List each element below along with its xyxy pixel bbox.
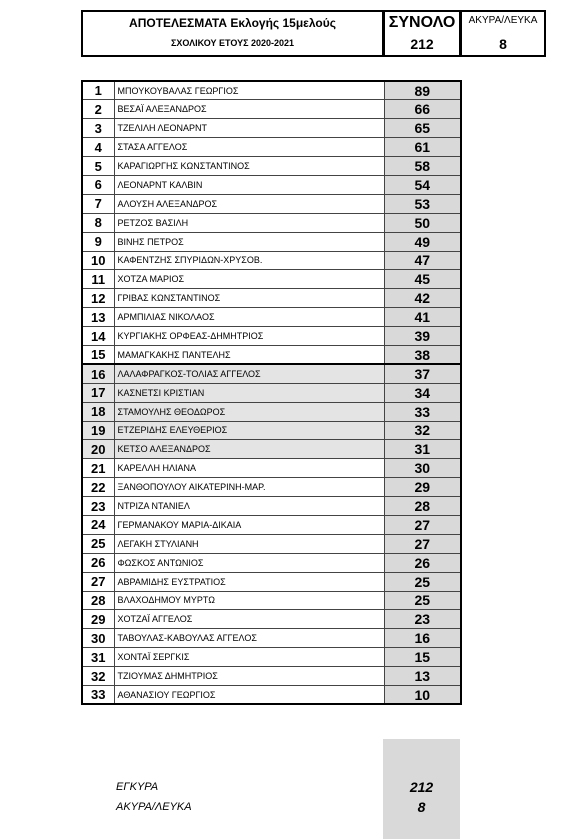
name-cell: ΚΑΣΝΕΤΣΙ ΚΡΙΣΤΙΑΝ [114,383,384,402]
votes-cell: 66 [384,100,461,119]
table-row [82,572,461,591]
rank-cell: 18 [82,402,114,421]
table-row [82,667,461,686]
table-row [82,289,461,308]
rank-cell: 32 [82,667,114,686]
votes-cell: 50 [384,213,461,232]
table-row [82,686,461,705]
table-row [82,459,461,478]
name-cell: ΓΡΙΒΑΣ ΚΩΝΣΤΑΝΤΙΝΟΣ [114,289,384,308]
table-row [82,100,461,119]
votes-cell: 65 [384,119,461,138]
table-row [82,515,461,534]
header-title-box [81,10,384,57]
name-cell: ΡΕΤΖΟΣ ΒΑΣΙΛΗ [114,213,384,232]
name-cell: ΣΤΑΣΑ ΑΓΓΕΛΟΣ [114,138,384,157]
table-row [82,308,461,327]
votes-cell: 26 [384,553,461,572]
table-row [82,81,461,100]
summary-invalid-label: ΑΚΥΡΑ/ΛΕΥΚΑ [116,801,192,813]
votes-cell: 32 [384,421,461,440]
invalid-value: 8 [499,36,507,52]
table-row [82,591,461,610]
name-cell: ΚΥΡΓΙΑΚΗΣ ΟΡΦΕΑΣ-ΔΗΜΗΤΡΙΟΣ [114,327,384,346]
table-row [82,478,461,497]
table-row [82,251,461,270]
valid-value: 212 [409,779,434,795]
table-row [82,383,461,402]
table-row [82,138,461,157]
votes-cell: 53 [384,194,461,213]
rank-cell: 5 [82,157,114,176]
rank-cell: 1 [82,81,114,100]
name-cell: ΦΩΣΚΟΣ ΑΝΤΩΝΙΟΣ [114,553,384,572]
votes-cell: 27 [384,534,461,553]
rank-cell: 27 [82,572,114,591]
table-row [82,629,461,648]
rank-cell: 2 [82,100,114,119]
page-subtitle: ΣΧΟΛΙΚΟΥ ΕΤΟΥΣ 2020-2021 [170,38,295,48]
rank-cell: 28 [82,591,114,610]
name-cell: ΤΖΙΟΥΜΑΣ ΔΗΜΗΤΡΙΟΣ [114,667,384,686]
table-row [82,213,461,232]
name-cell: ΞΑΝΘΟΠΟΥΛΟΥ ΑΙΚΑΤΕΡΙΝΗ-ΜΑΡ. [114,478,384,497]
votes-cell: 27 [384,515,461,534]
votes-cell: 31 [384,440,461,459]
total-value: 212 [410,36,434,52]
table-row [82,327,461,346]
name-cell: ΑΡΜΠΙΛΙΑΣ ΝΙΚΟΛΑΟΣ [114,308,384,327]
table-row [82,421,461,440]
votes-cell: 23 [384,610,461,629]
name-cell: ΜΠΟΥΚΟΥΒΑΛΑΣ ΓΕΩΡΓΙΟΣ [114,81,384,100]
rank-cell: 4 [82,138,114,157]
rank-cell: 8 [82,213,114,232]
name-cell: ΤΑΒΟΥΛΑΣ-ΚΑΒΟΥΛΑΣ ΑΓΓΕΛΟΣ [114,629,384,648]
rank-cell: 13 [82,308,114,327]
table-row [82,175,461,194]
rank-cell: 19 [82,421,114,440]
table-row [82,270,461,289]
rank-cell: 14 [82,327,114,346]
rank-cell: 17 [82,383,114,402]
table-row [82,440,461,459]
name-cell: ΑΛΟΥΣΗ ΑΛΕΞΑΝΔΡΟΣ [114,194,384,213]
rank-cell: 16 [82,364,114,383]
votes-cell: 41 [384,308,461,327]
table-row [82,534,461,553]
name-cell: ΛΕΓΑΚΗ ΣΤΥΛΙΑΝΗ [114,534,384,553]
rank-cell: 21 [82,459,114,478]
votes-cell: 15 [384,648,461,667]
name-cell: ΚΕΤΣΟ ΑΛΕΞΑΝΔΡΟΣ [114,440,384,459]
votes-cell: 58 [384,157,461,176]
rank-cell: 33 [82,686,114,705]
table-row [82,364,461,383]
votes-cell: 13 [384,667,461,686]
votes-cell: 30 [384,459,461,478]
table-row [82,553,461,572]
table-row [82,194,461,213]
rank-cell: 22 [82,478,114,497]
rank-cell: 31 [82,648,114,667]
table-row [82,402,461,421]
name-cell: ΚΑΡΑΓΙΩΡΓΗΣ ΚΩΝΣΤΑΝΤΙΝΟΣ [114,157,384,176]
rank-cell: 11 [82,270,114,289]
summary-invalid-value: 8 [417,799,426,815]
rank-cell: 7 [82,194,114,213]
rank-cell: 24 [82,515,114,534]
votes-cell: 16 [384,629,461,648]
results-table [81,80,462,705]
table-row [82,648,461,667]
rank-cell: 9 [82,232,114,251]
votes-cell: 38 [384,345,461,364]
name-cell: ΣΤΑΜΟΥΛΗΣ ΘΕΟΔΩΡΟΣ [114,402,384,421]
votes-cell: 34 [384,383,461,402]
name-cell: ΚΑΦΕΝΤΖΗΣ ΣΠΥΡΙΔΩΝ-ΧΡΥΣΟΒ. [114,251,384,270]
votes-cell: 25 [384,591,461,610]
name-cell: ΕΤΖΕΡΙΔΗΣ ΕΛΕΥΘΕΡΙΟΣ [114,421,384,440]
table-row [82,497,461,516]
header-invalid-box [460,10,546,57]
votes-cell: 47 [384,251,461,270]
rank-cell: 29 [82,610,114,629]
results-body [82,81,461,704]
table-row [82,119,461,138]
name-cell: ΛΑΛΑΦΡΑΓΚΟΣ-ΤΟΛΙΑΣ ΑΓΓΕΛΟΣ [114,364,384,383]
table-row [82,610,461,629]
rank-cell: 6 [82,175,114,194]
votes-cell: 33 [384,402,461,421]
rank-cell: 3 [82,119,114,138]
name-cell: ΧΟΤΖΑ ΜΑΡΙΟΣ [114,270,384,289]
invalid-label: ΑΚΥΡΑ/ΛΕΥΚΑ [468,15,538,26]
name-cell: ΜΑΜΑΓΚΑΚΗΣ ΠΑΝΤΕΛΗΣ [114,345,384,364]
votes-cell: 89 [384,81,461,100]
rank-cell: 20 [82,440,114,459]
name-cell: ΚΑΡΕΛΛΗ ΗΛΙΑΝΑ [114,459,384,478]
votes-cell: 54 [384,175,461,194]
name-cell: ΒΙΝΗΣ ΠΕΤΡΟΣ [114,232,384,251]
name-cell: ΝΤΡΙΖΑ ΝΤΑΝΙΕΛ [114,497,384,516]
table-row [82,345,461,364]
rank-cell: 10 [82,251,114,270]
votes-cell: 45 [384,270,461,289]
header-total-box [383,10,461,57]
rank-cell: 25 [82,534,114,553]
name-cell: ΧΟΝΤΑΪ ΣΕΡΓΚΙΣ [114,648,384,667]
votes-cell: 61 [384,138,461,157]
votes-cell: 37 [384,364,461,383]
rank-cell: 15 [82,345,114,364]
table-row [82,157,461,176]
votes-cell: 39 [384,327,461,346]
name-cell: ΒΛΑΧΟΔΗΜΟΥ ΜΥΡΤΩ [114,591,384,610]
name-cell: ΑΘΑΝΑΣΙΟΥ ΓΕΩΡΓΙΟΣ [114,686,384,705]
page-title: ΑΠΟΤΕΛΕΣΜΑΤΑ Εκλογής 15μελούς [129,16,336,30]
table-row [82,232,461,251]
name-cell: ΓΕΡΜΑΝΑΚΟΥ ΜΑΡΙΑ-ΔΙΚΑΙΑ [114,515,384,534]
rank-cell: 30 [82,629,114,648]
rank-cell: 26 [82,553,114,572]
votes-cell: 49 [384,232,461,251]
rank-cell: 12 [82,289,114,308]
name-cell: ΑΒΡΑΜΙΔΗΣ ΕΥΣΤΡΑΤΙΟΣ [114,572,384,591]
name-cell: ΧΟΤΖΑΪ ΑΓΓΕΛΟΣ [114,610,384,629]
votes-cell: 29 [384,478,461,497]
valid-label: ΕΓΚΥΡΑ [116,781,159,793]
votes-cell: 42 [384,289,461,308]
votes-cell: 25 [384,572,461,591]
total-label: ΣΥΝΟΛΟ [388,14,456,31]
rank-cell: 23 [82,497,114,516]
votes-cell: 28 [384,497,461,516]
votes-cell: 10 [384,686,461,705]
name-cell: ΛΕΟΝΑΡΝΤ ΚΑΛΒΙΝ [114,175,384,194]
name-cell: ΤΖΕΛΙΛΗ ΛΕΟΝΑΡΝΤ [114,119,384,138]
name-cell: ΒΕΣΑΪ ΑΛΕΞΑΝΔΡΟΣ [114,100,384,119]
